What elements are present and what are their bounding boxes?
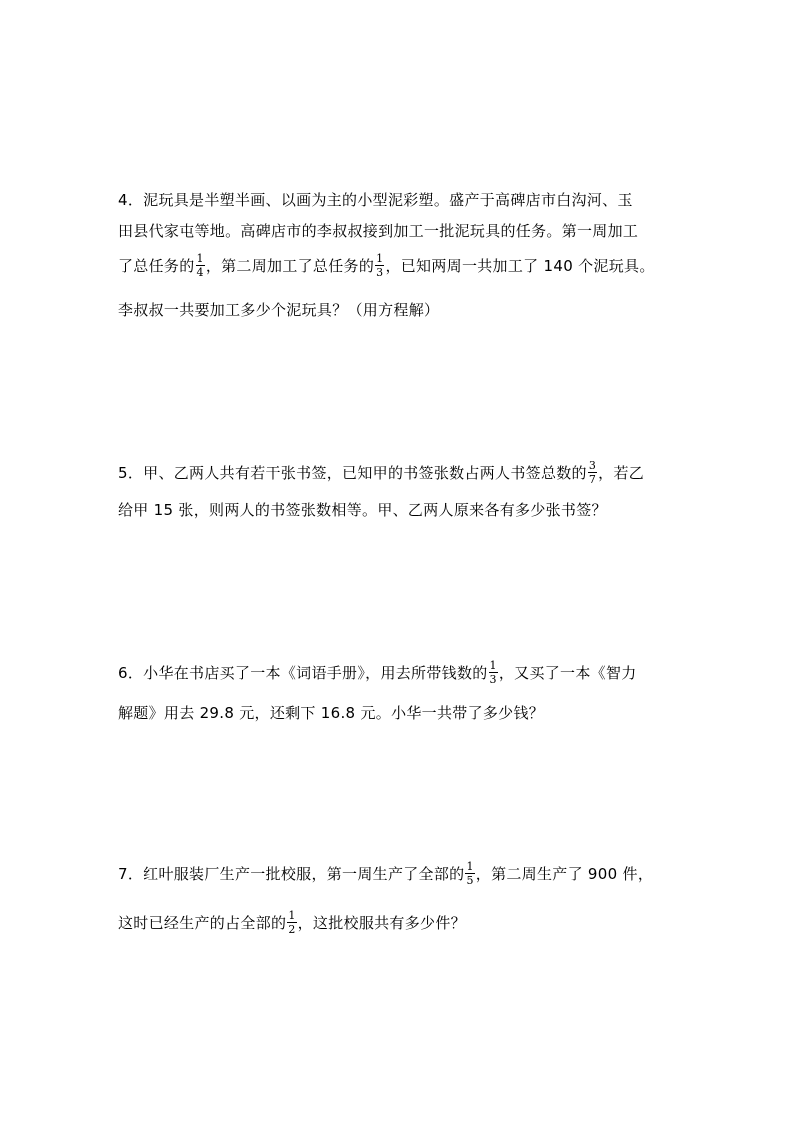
problem-line (118, 661, 637, 685)
problem-text: 李叔叔一共要加工多少个泥玩具？（用方程解） (118, 301, 440, 319)
fraction (465, 861, 474, 886)
problem-text: 田县代家屯等地。高碑店市的李叔叔接到加工一批泥玩具的任务。第一周加工 (118, 222, 639, 240)
problem-text: ，已知两周一共加工了 140 个泥玩具。 (385, 257, 655, 275)
fraction (375, 253, 384, 278)
fraction-denominator: 4 (196, 266, 204, 279)
fraction-denominator: 7 (588, 473, 597, 486)
fraction (588, 460, 597, 485)
problem-text: 给甲 15 张，则两人的书签张数相等。甲、乙两人原来各有多少张书签？ (118, 501, 607, 519)
problem-line (118, 461, 644, 485)
problem-text: ，又买了一本《智力 (498, 664, 637, 682)
fraction-numerator: 1 (489, 659, 497, 672)
problem-line (118, 862, 653, 886)
problem-line (118, 911, 466, 935)
fraction (196, 253, 205, 278)
problem-text: ，第二周生产了 900 件， (475, 865, 654, 883)
fraction-numerator: 1 (288, 909, 296, 922)
problem-text: 7．红叶服装厂生产一批校服，第一周生产了全部的 (118, 865, 465, 883)
problem-text: ，这批校服共有多少件？ (297, 914, 466, 932)
problem-text: 5．甲、乙两人共有若干张书签，已知甲的书签张数占两人书签总数的 (118, 464, 587, 482)
problem-text: ，若乙 (598, 464, 645, 482)
fraction-numerator: 3 (588, 459, 597, 472)
problem-text: ，第二周加工了总任务的 (205, 257, 375, 275)
fraction-denominator: 3 (489, 673, 497, 686)
fraction-denominator: 5 (466, 874, 474, 887)
problem-line (118, 219, 638, 243)
problem-text: 了总任务的 (118, 257, 195, 275)
problem-text: 6．小华在书店买了一本《词语手册》，用去所带钱数的 (118, 664, 488, 682)
fraction (489, 660, 498, 685)
fraction (287, 910, 296, 935)
fraction-numerator: 1 (466, 860, 474, 873)
problem-text: 4．泥玩具是半塑半画、以画为主的小型泥彩塑。盛产于高碑店市白沟河、玉 (118, 191, 633, 209)
problem-line (118, 298, 439, 322)
problem-line (118, 701, 544, 725)
fraction-numerator: 1 (196, 252, 204, 265)
problem-text: 这时已经生产的占全部的 (118, 914, 287, 932)
fraction-numerator: 1 (376, 252, 384, 265)
problem-line (118, 188, 633, 212)
problem-line (118, 254, 655, 278)
problem-line (118, 498, 607, 522)
fraction-denominator: 3 (376, 266, 384, 279)
problem-text: 解题》用去 29.8 元，还剩下 16.8 元。小华一共带了多少钱？ (118, 704, 545, 722)
fraction-denominator: 2 (288, 923, 296, 936)
